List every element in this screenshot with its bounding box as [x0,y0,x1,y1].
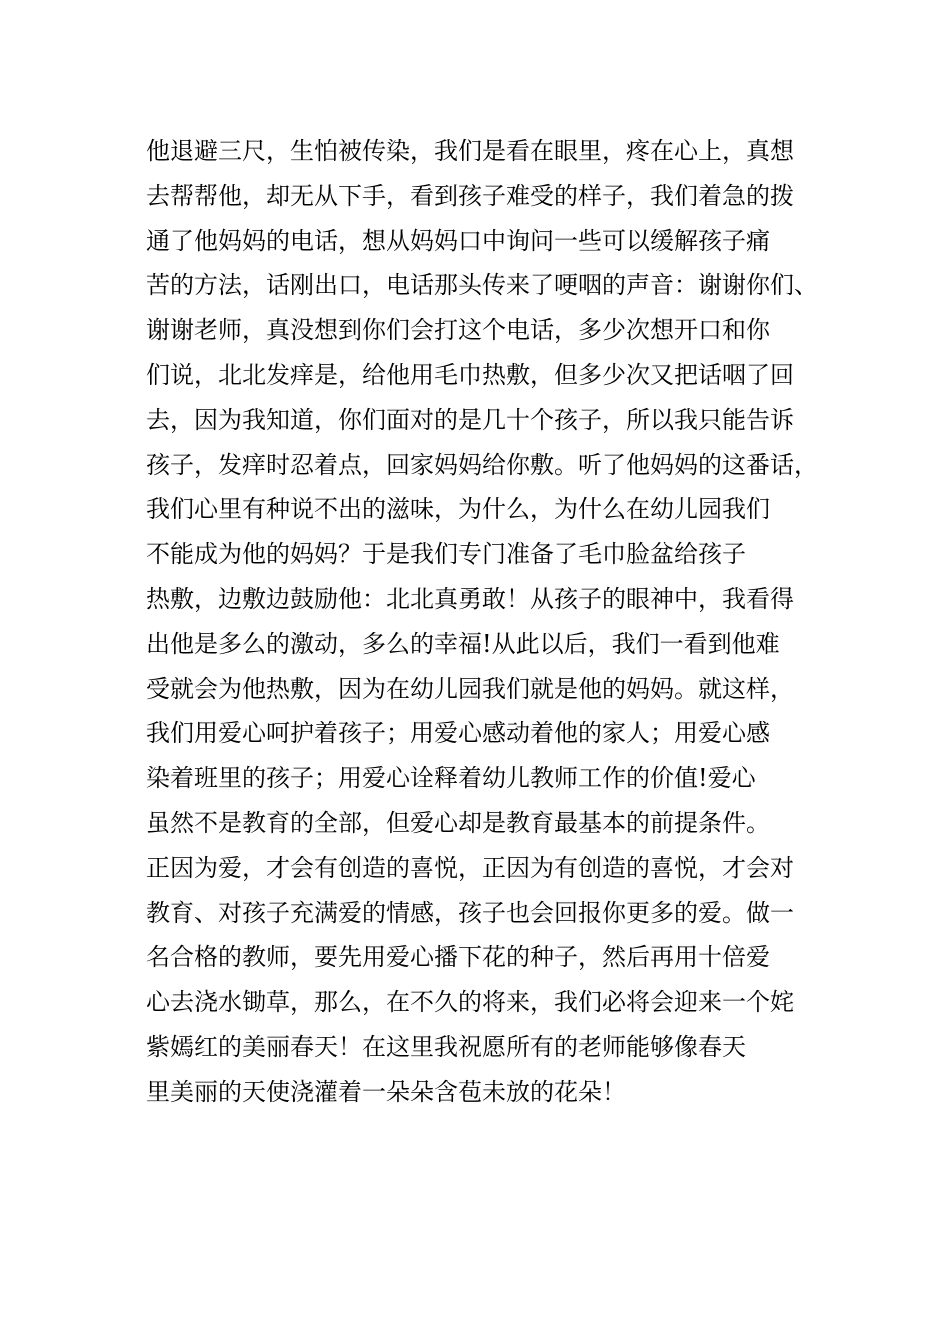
text-line: 苦的方法，话刚出口，电话那头传来了哽咽的声音：谢谢你们、 [146,271,818,300]
text-line: 不能成为他的妈妈？于是我们专门准备了毛巾脸盆给孩子 [146,540,746,569]
text-line: 我们心里有种说不出的滋味，为什么，为什么在幼儿园我们 [146,495,770,524]
text-line: 热敷，边敷边鼓励他：北北真勇敢！从孩子的眼神中，我看得 [146,584,794,613]
text-line: 去，因为我知道，你们面对的是几十个孩子，所以我只能告诉 [146,405,794,434]
text-line: 染着班里的孩子；用爱心诠释着幼儿教师工作的价值!爱心 [146,764,756,793]
text-line: 心去浇水锄草，那么，在不久的将来，我们必将会迎来一个姹 [146,988,794,1017]
text-line: 我们用爱心呵护着孩子；用爱心感动着他的家人；用爱心感 [146,719,770,748]
text-line: 里美丽的天使浇灌着一朵朵含苞未放的花朵！ [146,1077,626,1106]
text-line: 受就会为他热敷，因为在幼儿园我们就是他的妈妈。就这样， [146,674,794,703]
text-line: 教育、对孩子充满爱的情感，孩子也会回报你更多的爱。做一 [146,898,794,927]
body-paragraph [146,131,826,1117]
text-line: 正因为爱，才会有创造的喜悦，正因为有创造的喜悦，才会对 [146,853,794,882]
text-line: 们说，北北发痒是，给他用毛巾热敷，但多少次又把话咽了回 [146,360,794,389]
text-line: 虽然不是教育的全部，但爱心却是教育最基本的前提条件。 [146,808,770,837]
text-line: 通了他妈妈的电话，想从妈妈口中询问一些可以缓解孩子痛 [146,226,770,255]
text-line: 谢谢老师，真没想到你们会打这个电话，多少次想开口和你 [146,316,770,345]
text-line: 名合格的教师，要先用爱心播下花的种子，然后再用十倍爱 [146,943,770,972]
text-line: 他退避三尺，生怕被传染，我们是看在眼里，疼在心上，真想 [146,137,794,165]
text-line: 出他是多么的激动，多么的幸福!从此以后，我们一看到他难 [146,629,780,658]
text-line: 孩子，发痒时忍着点，回家妈妈给你敷。听了他妈妈的这番话， [146,450,818,479]
text-line: 去帮帮他，却无从下手，看到孩子难受的样子，我们着急的拨 [146,181,794,210]
text-line: 紫嫣红的美丽春天！在这里我祝愿所有的老师能够像春天 [146,1032,746,1061]
